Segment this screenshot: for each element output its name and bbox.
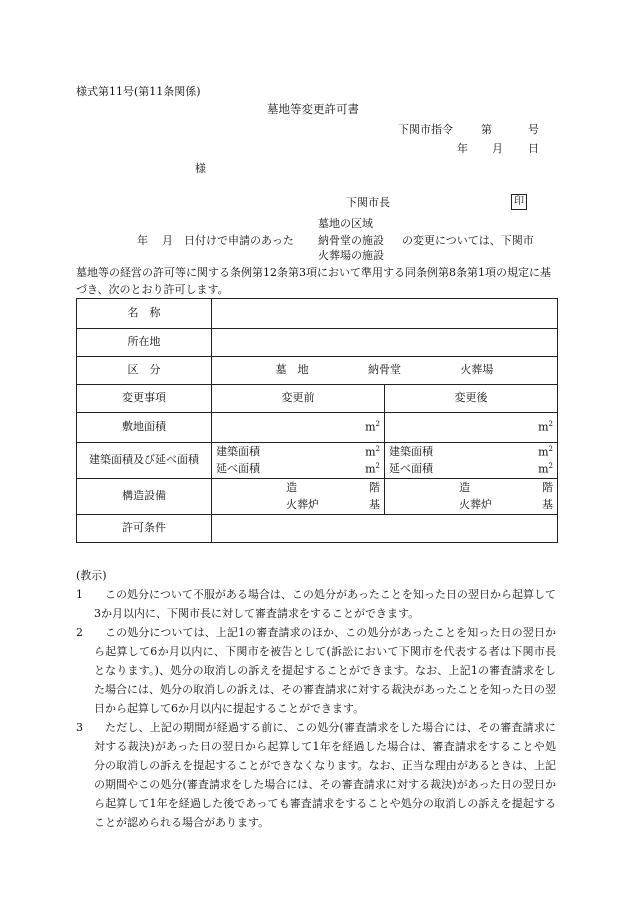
body-year: 年 (137, 234, 148, 247)
building-area-before[interactable]: 建築面積 $m^2$ 延べ面積 $m^2$ (212, 443, 385, 479)
location-value[interactable] (212, 329, 558, 357)
reference-go: 号 (528, 123, 539, 136)
category-cemetery[interactable]: 墓 地 (275, 363, 309, 377)
permit-table (76, 298, 558, 543)
change-item-label: 変更事項 (77, 385, 212, 413)
instructions-heading: (教示) (76, 569, 107, 582)
addressee-suffix: 様 (195, 162, 206, 175)
category-label: 区 分 (77, 357, 212, 385)
structure-after[interactable]: 造 階 火葬炉 基 (385, 479, 558, 515)
site-area-label: 敷地面積 (77, 413, 212, 443)
facility-option-ossuary: 納骨堂の施設 (318, 234, 384, 247)
date-year: 年 (457, 142, 468, 155)
before-label: 変更前 (212, 385, 385, 413)
note-item: 2 この処分については、上記1の審査請求のほか、この処分があったことを知った日の翌日から起算して6か月以内に、下関市を被告として(訴訟において下関市を代表する者は下関市長となります。)、処分の取消しの訴えを提起することができます。なお、上記1の審査請求をした場合には、処分の取消しの訴えは、その審査請求に対する裁決があったことを知った日の翌日から起算して6か月以内に提起することができます。 (76, 626, 556, 715)
note-item: 3 ただし、上記の期間が経過する前に、この処分(審査請求をした場合には、その審査請求に対する裁決)があった日の翌日から起算して1年を経過した場合は、審査請求をすることや処分の取消しの訴えを提起することができなくなります。なお、正当な理由があるときは、上記の期間やこの処分(審査請求をした場合には、その審査請求に対する裁決)があった日の翌日から起算して1年を経過した後であっても審査請求をすることや処分の取消しの訴えを提起することが認められる場合があります。 (76, 721, 556, 829)
note-item: 1 この処分について不服がある場合は、この処分があったことを知った日の翌日から起算して3か月以内に、下関市長に対して審査請求をすることができます。 (76, 588, 556, 620)
site-area-after[interactable]: $m^2$ (385, 413, 558, 443)
seal-mark: 印 (511, 194, 527, 210)
category-crematory[interactable]: 火葬場 (460, 363, 494, 377)
form-number: 様式第11号(第11条関係) (76, 85, 201, 98)
instructions-section (76, 566, 556, 832)
reference-prefix: 下関市指令 (398, 123, 453, 136)
body-date-rest: 日付けで申請のあった (184, 234, 294, 247)
location-label: 所在地 (77, 329, 212, 357)
name-value[interactable] (212, 299, 558, 329)
site-area-before[interactable]: $m^2$ (212, 413, 385, 443)
document-title: 墓地等変更許可書 (267, 102, 359, 116)
building-area-after[interactable]: 建築面積 $m^2$ 延べ面積 $m^2$ (385, 443, 558, 479)
conditions-value[interactable] (212, 515, 558, 543)
conditions-label: 許可条件 (77, 515, 212, 543)
body-change-text: の変更については、下関市 (402, 234, 534, 247)
date-month: 月 (492, 142, 503, 155)
name-label: 名 称 (77, 299, 212, 329)
after-label: 変更後 (385, 385, 558, 413)
structure-label: 構造設備 (77, 479, 212, 515)
reference-dai: 第 (481, 123, 492, 136)
facility-option-cemetery: 墓地の区域 (318, 217, 373, 230)
category-ossuary[interactable]: 納骨堂 (367, 363, 401, 377)
body-month: 月 (162, 234, 173, 247)
facility-option-crematory: 火葬場の施設 (318, 249, 384, 262)
date-day: 日 (528, 142, 539, 155)
issuer: 下関市長 (346, 196, 390, 209)
body-paragraph: 墓地等の経営の許可等に関する条例第12条第3項において準用する同条例第8条第1項の規定に基づき、次のとおり許可します。 (76, 266, 551, 296)
category-options[interactable] (212, 357, 558, 385)
structure-before[interactable]: 造 階 火葬炉 基 (212, 479, 385, 515)
building-area-label: 建築面積及び延べ面積 (77, 443, 212, 479)
